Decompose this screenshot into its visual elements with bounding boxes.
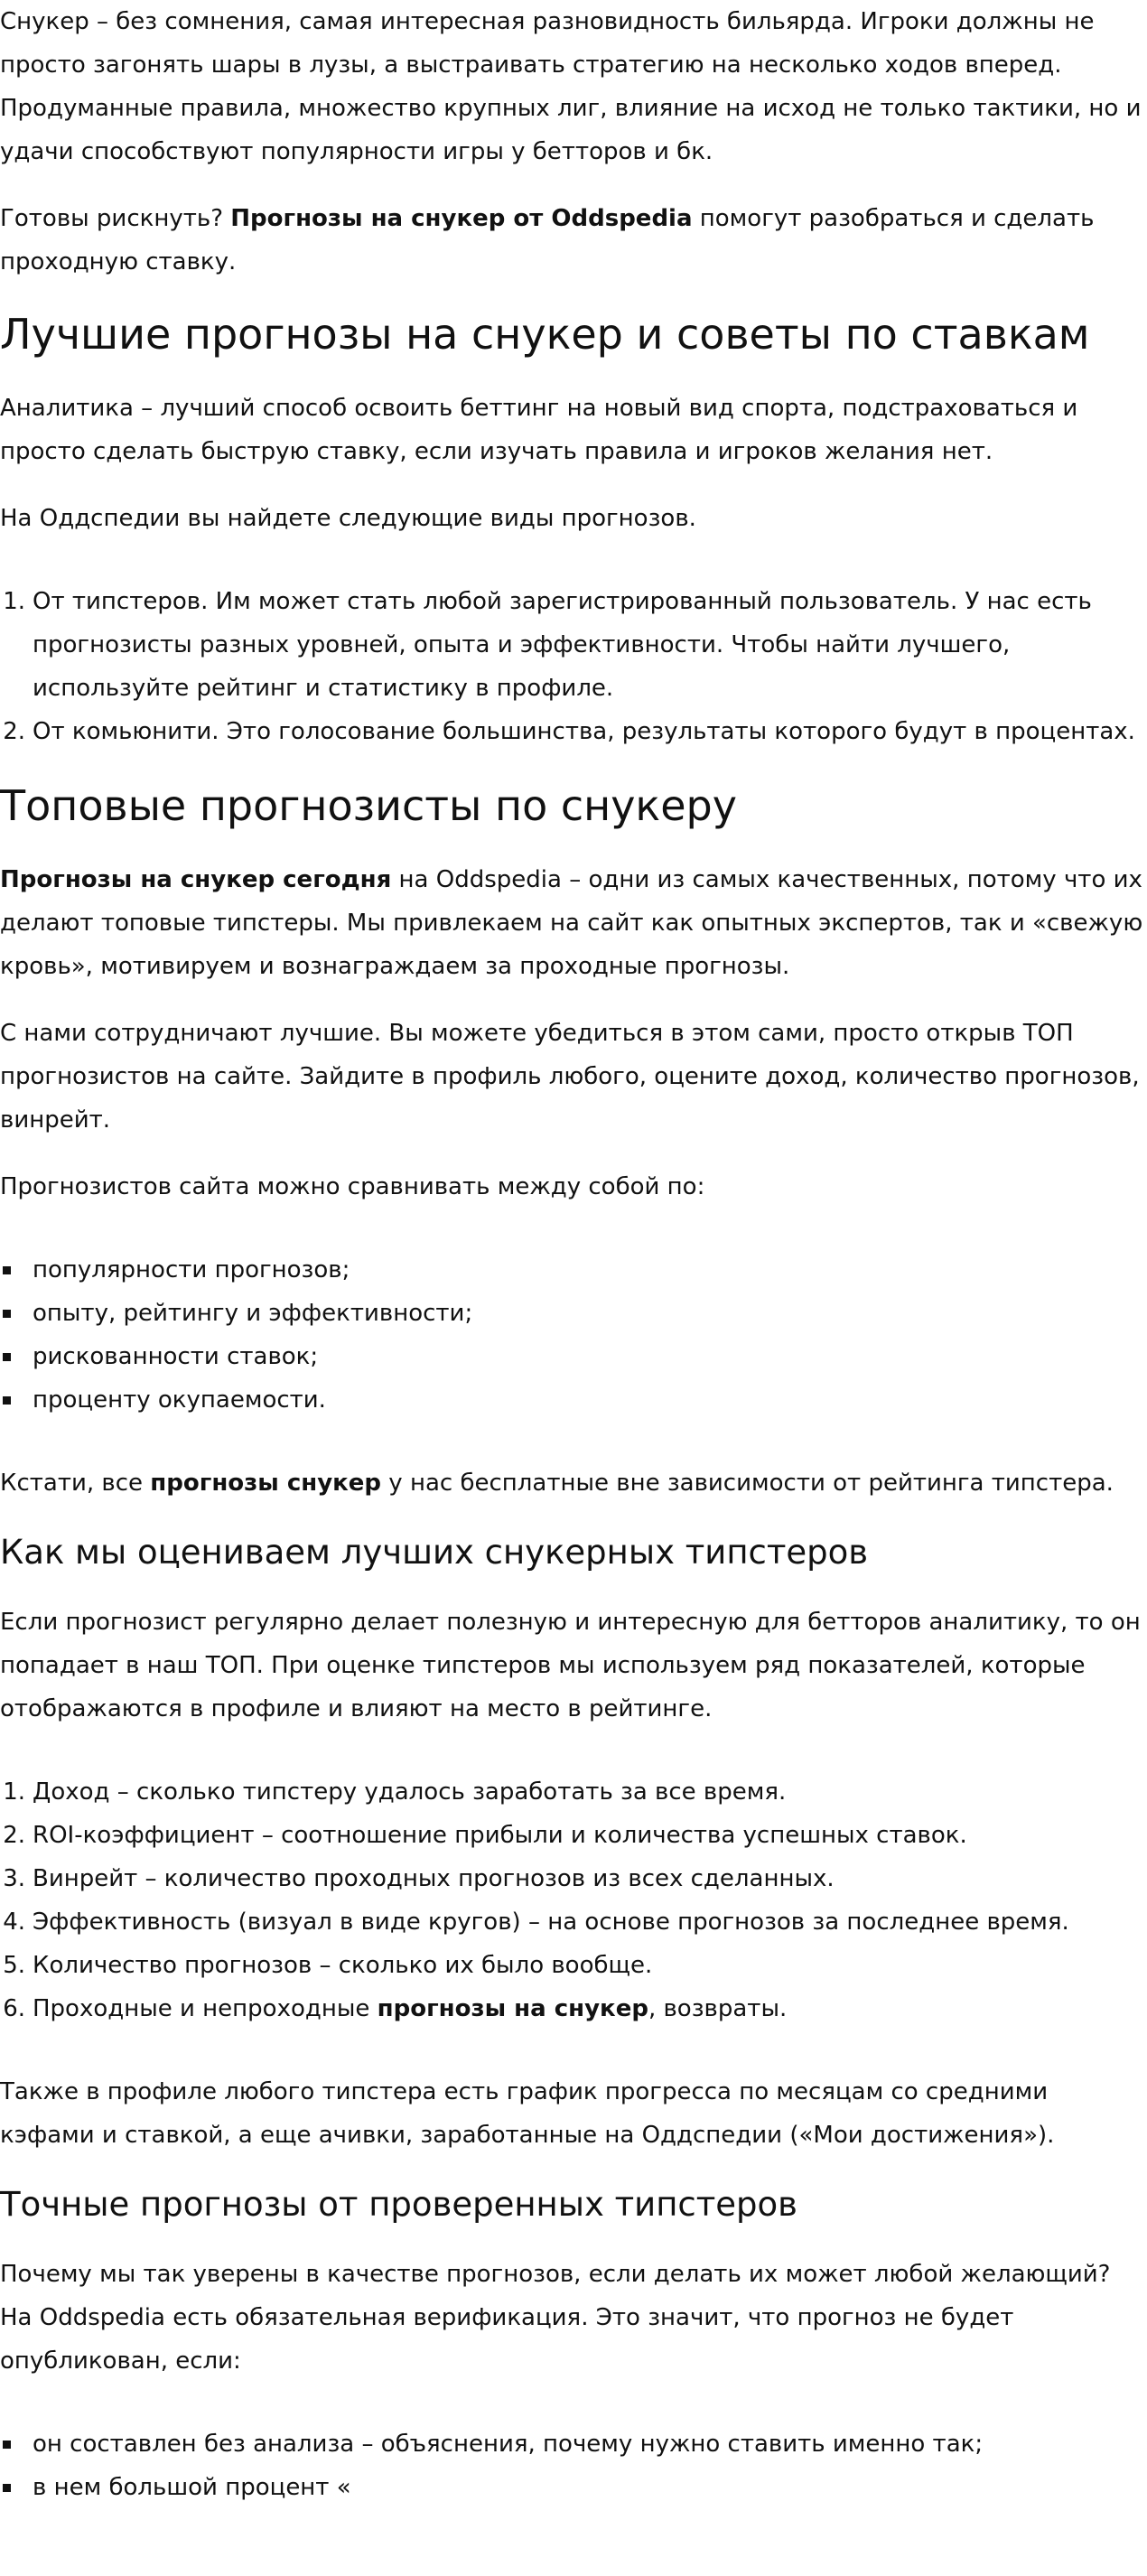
list-item: популярности прогнозов; [33,1248,1147,1292]
best-paragraph-1: Аналитика – лучший способ освоить беттинг на новый вид спорта, подстраховаться и просто сделать быструю ставку, если изучать правила и игроков желания нет. [0,395,1078,465]
list-item: Эффективность (визуал в виде кругов) – на основе прогнозов за последнее время. [33,1909,1069,1936]
accurate-paragraph-1: Почему мы так уверены в качестве прогнозов, если делать их может любой желающий? На Oddspedia есть обязательная верификация. Это значит, что прогноз не будет опубликован, если: [0,2261,1111,2375]
top-paragraph-4: Кстати, все прогнозы снукер у нас бесплатные вне зависимости от рейтинга типстера. [0,1470,1114,1497]
heading-top-tipsters: Топовые прогнозисты по снукеру [0,781,737,830]
rate-paragraph-2: Также в профиле любого типстера есть график прогресса по месяцам со средними кэфами и ставкой, а еще ачивки, заработанные на Оддспедии («Мои достижения»). [0,2078,1055,2149]
top-paragraph-3: Прогнозистов сайта можно сравнивать между собой по: [0,1173,705,1200]
list-item: опыту, рейтингу и эффективности; [33,1292,1147,1335]
list-item: в нем большой процент « [33,2466,1147,2509]
rate-paragraph-1: Если прогнозист регулярно делает полезную и интересную для бетторов аналитику, то он попадает в наш ТОП. При оценке типстеров мы используем ряд показателей, которые отображаются в профиле и влияют на место в рейтинге. [0,1609,1141,1722]
list-item: Доход – сколько типстеру удалось заработать за все время. [33,1778,787,1806]
heading-rate-tipsters: Как мы оцениваем лучших снукерных типстеров [0,1533,869,1572]
intro-paragraph: Снукер – без сомнения, самая интересная разновидность бильярда. Игроки должны не просто загонять шары в лузы, а выстраивать стратегию на несколько ходов вперед. Продуманные правила, множество крупных лиг, влияние на исход не только тактики, но и удачи способствуют популярности игры у бетторов и бк. [0,8,1142,165]
prediction-types-list [0,580,1147,753]
list-item: проценту окупаемости. [33,1378,1147,1422]
rejection-reasons-list [0,2422,1147,2509]
list-item: От типстеров. Им может стать любой зарегистрированный пользователь. У нас есть прогнозисты разных уровней, опыта и эффективности. Чтобы найти лучшего, используйте рейтинг и статистику в профиле. [33,588,1092,702]
list-item: Винрейт – количество проходных прогнозов из всех сделанных. [33,1865,835,1892]
list-item: рискованности ставок; [33,1335,1147,1378]
compare-criteria-list [0,1248,1147,1422]
best-paragraph-2: На Оддспедии вы найдете следующие виды прогнозов. [0,505,696,532]
heading-best-predictions: Лучшие прогнозы на снукер и советы по ставкам [0,310,1090,359]
intro-cta-paragraph: Готовы рискнуть? Прогнозы на снукер от Oddspedia помогут разобраться и сделать проходную ставку. [0,205,1095,275]
intro-cta-bold: Прогнозы на снукер от Oddspedia [230,205,693,232]
list-item: Проходные и непроходные прогнозы на снукер, возвраты. [33,1995,788,2022]
list-item: он составлен без анализа – объяснения, почему нужно ставить именно так; [33,2422,1147,2466]
rating-metrics-list [0,1770,1147,2030]
list-item: Количество прогнозов – сколько их было вообще. [33,1952,653,1979]
heading-accurate-predictions: Точные прогнозы от проверенных типстеров [0,2185,797,2224]
list-item: От комьюнити. Это голосование большинства, результаты которого будут в процентах. [33,718,1135,745]
list-item: ROI-коэффициент – соотношение прибыли и количества успешных ставок. [33,1822,967,1849]
top-paragraph-2: С нами сотрудничают лучшие. Вы можете убедиться в этом сами, просто открыв ТОП прогнозистов на сайте. Зайдите в профиль любого, оцените доход, количество прогнозов, винрейт. [0,1020,1140,1134]
top-paragraph-1: Прогнозы на снукер сегодня на Oddspedia – одни из самых качественных, потому что их делают топовые типстеры. Мы привлекаем на сайт как опытных экспертов, так и «свежую кровь», мотивируем и вознаграждаем за проходные прогнозы. [0,866,1143,980]
